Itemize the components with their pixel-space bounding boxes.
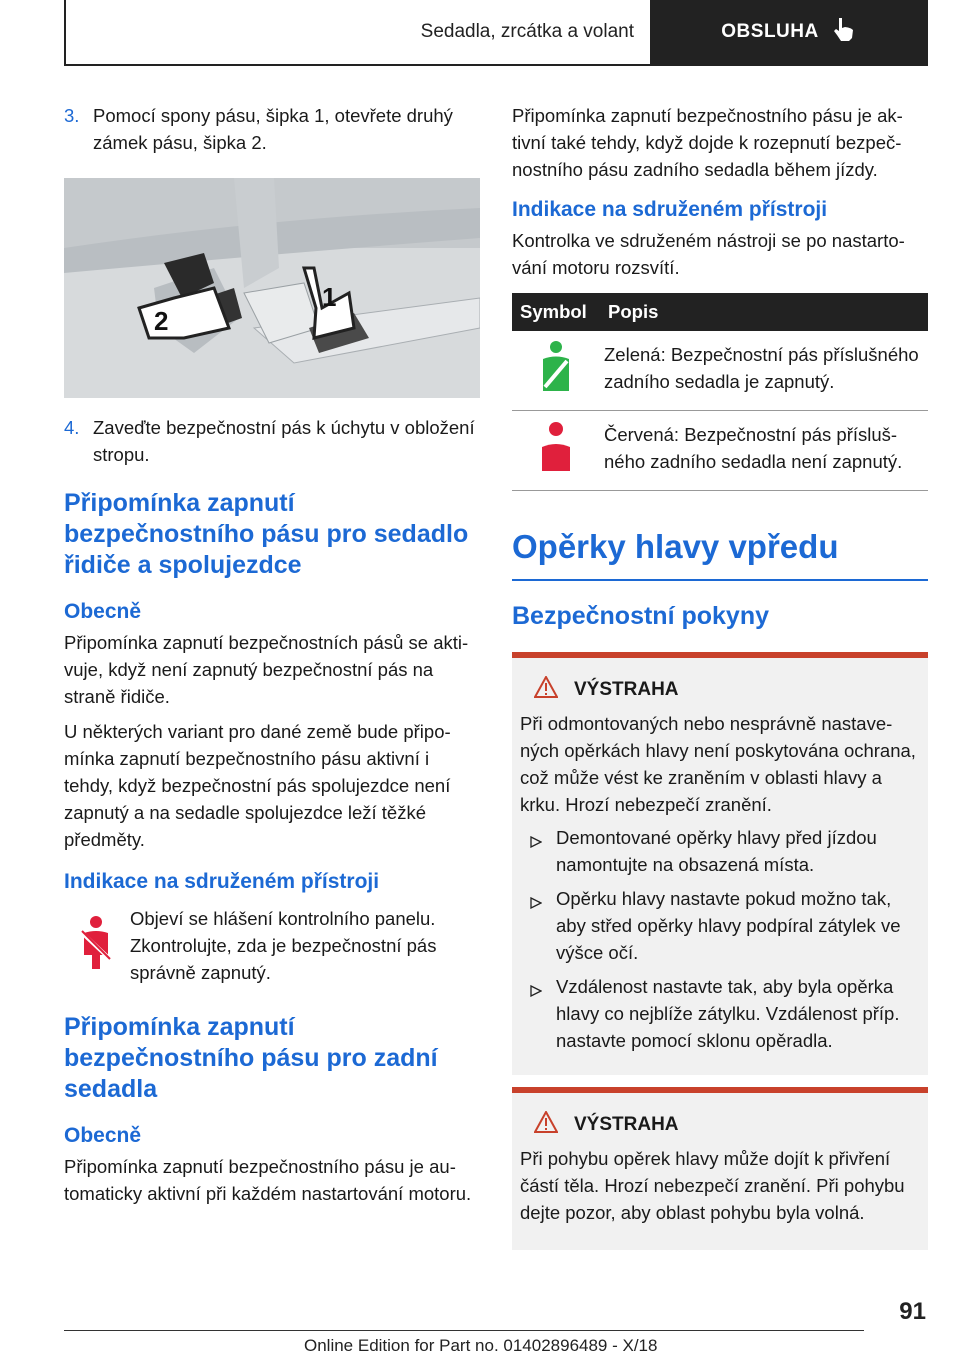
warning-box [512,1087,928,1250]
indication-text: Objeví se hlášení kontrolního panelu. Zkontrolujte, zda je bezpečnostní pás správně zapnutý. [130,908,437,983]
seatbelt-unfastened-icon [512,411,600,491]
paragraph: Připomínka zapnutí bezpečnostních pásů se aktivuje, když není zapnutý bezpečnostní pás na straně řidiče. [64,632,469,707]
warning-title-text: VÝSTRAHA [574,679,679,700]
warning-title [520,1111,920,1139]
warning-title-text: VÝSTRAHA [574,1114,679,1135]
indication-heading: Indikace na sdruženém přístroji [512,198,828,221]
seatbelt-warning-icon [64,905,130,976]
list-item [520,973,920,1054]
table-row [512,331,928,411]
warning-triangle-icon [534,676,558,704]
section-title: Sedadla, zrcátka a volant [420,21,634,42]
page-number: 91 [899,1298,926,1325]
safety-heading: Bezpečnostní pokyny [512,602,769,630]
step-number: 4. [64,417,80,438]
footer-divider [64,1330,864,1331]
list-item [520,885,920,966]
page-header [64,0,928,66]
indication-text: Kontrolka ve sdruženém nástroji se po nastartování motoru rozsvítí. [512,230,905,278]
list-item-text: Opěrku hlavy nastavte pokud možno tak, aby střed opěrky hlavy podpíral zátylek ve výšce očí. [556,888,901,963]
warning-list [520,824,920,1054]
table-header-description: Popis [600,293,928,331]
footer-edition: Online Edition for Part no. 01402896489 - X/18 [304,1336,658,1355]
step-text: Zaveďte bezpečnostní pás k úchytu v obložení stropu. [93,417,475,465]
paragraph: Připomínka zapnutí bezpečnostního pásu je automaticky aktivní při každém nastartování motoru. [64,1156,472,1204]
table-row [512,411,928,491]
figure-label-2: 2 [154,306,169,336]
section-heading-front-reminder: Připomínka zapnutí bezpečnostního pásu pro sedadlo řidiče a spolujezdce [64,489,469,579]
general-heading: Obecně [64,1124,142,1147]
warning-text: Při pohybu opěrek hlavy může dojít k přivření částí těla. Hrozí nebezpečí zranění. Při pohybu dejte pozor, aby oblast pohybu byla volná. [520,1148,905,1223]
seatbelt-fastened-icon [512,331,600,411]
chapter-heading: Opěrky hlavy vpředu [512,527,928,581]
list-item-text: Vzdálenost nastavte tak, aby byla opěrka hlavy co nejblíže zátylku. Vzdálenost příp. nastavte pomocí sklonu opěradla. [556,976,900,1051]
paragraph: Připomínka zapnutí bezpečnostního pásu je aktivní také tehdy, když dojde k rozepnutí bezpečnostního pásu zadního sedadla během jízdy. [512,105,903,180]
hand-pointer-icon [833,16,855,48]
section-heading-rear-reminder: Připomínka zapnutí bezpečnostního pásu pro zadní sedadla [64,1013,438,1103]
warning-box [512,652,928,1075]
step-3 [64,102,480,156]
right-column [512,102,928,1250]
list-item-text: Demontované opěrky hlavy před jízdou namontujte na obsazená místa. [556,827,877,875]
warning-text: Při odmontovaných nebo nesprávně nastavených opěrkách hlavy není poskytována ochrana, což může vést ke zraněním v oblasti hlavy a krku. Hrozí nebezpečí zranění. [520,713,916,815]
figure-label-1: 1 [322,282,337,312]
list-item [520,824,920,878]
indication-note [64,905,480,986]
chapter-tab-label: OBSLUHA [721,21,819,42]
general-heading: Obecně [64,600,142,623]
seatbelt-lock-figure [64,178,480,398]
step-4 [64,414,480,468]
step-number: 3. [64,105,80,126]
warning-triangle-icon [534,1111,558,1139]
step-text: Pomocí spony pásu, šipka 1, otevřete druhý zámek pásu, šipka 2. [93,105,453,153]
indication-heading: Indikace na sdruženém přístroji [64,870,380,893]
table-header-symbol: Symbol [512,293,600,331]
table-cell-description: Zelená: Bezpečnostní pás příslušného zadního sedadla je zapnutý. [600,331,928,411]
table-cell-description: Červená: Bezpečnostní pás příslušného zadního sedadla není zapnutý. [600,411,928,491]
bullet-triangle-icon [520,885,556,966]
symbol-table [512,293,928,491]
warning-title [520,676,920,704]
bullet-triangle-icon [520,973,556,1054]
left-column [64,102,480,1215]
chapter-tab[interactable] [650,0,926,64]
paragraph: U některých variant pro dané země bude připomínka zapnutí bezpečnostního pásu aktivní i tehdy, když bezpečnostní pás spolujezdce není zapnutý a na sedadle spolujezdce leží těžké předměty. [64,721,451,850]
bullet-triangle-icon [520,824,556,878]
